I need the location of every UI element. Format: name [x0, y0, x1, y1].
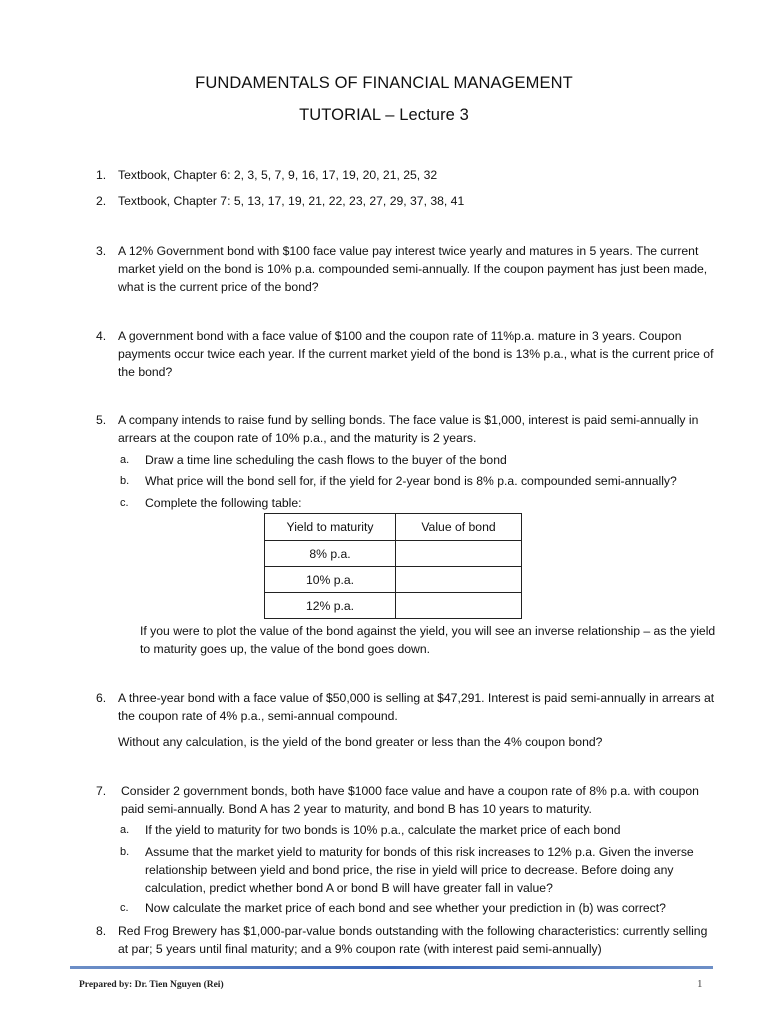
table-header-row: [265, 514, 522, 541]
question-number: 8.: [96, 924, 107, 938]
question-5-note: If you were to plot the value of the bond against the yield, you will see an inverse relationship – as the yield to maturity goes up, the value of the bond goes down.: [140, 624, 716, 656]
table-cell-empty: [396, 593, 522, 619]
subquestion-text: Now calculate the market price of each bond and see whether your prediction in (b) was correct?: [145, 901, 666, 915]
table-row: [265, 567, 522, 593]
footer-rule: [70, 966, 713, 969]
table-header: Yield to maturity: [265, 514, 396, 541]
table-cell: 8% p.a.: [265, 541, 396, 567]
page-number: 1: [697, 978, 703, 990]
subquestion-letter: b.: [120, 475, 130, 487]
question-text: Textbook, Chapter 7: 5, 13, 17, 19, 21, 22, 23, 27, 29, 37, 38, 41: [118, 194, 465, 208]
subquestion-text: Assume that the market yield to maturity for bonds of this risk increases to 12% p.a. Given the inverse relationship between yield and bond price, the rise in yield will price to decrease. Before doing any calculation, predict whether bond A or bond B will have greater fall in value?: [145, 845, 694, 895]
question-text: A company intends to raise fund by selling bonds. The face value is $1,000, interest is paid semi-annually in arrears at the coupon rate of 10% p.a., and the maturity is 2 years.: [118, 413, 699, 445]
table-header: Value of bond: [396, 514, 522, 541]
question-number: 5.: [96, 413, 107, 427]
document-subtitle: TUTORIAL – Lecture 3: [299, 106, 469, 124]
question-number: 2.: [96, 194, 107, 208]
document-title: FUNDAMENTALS OF FINANCIAL MANAGEMENT: [195, 74, 573, 92]
question-text: Consider 2 government bonds, both have $1000 face value and have a coupon rate of 8% p.a. with coupon paid semi-annually. Bond A has 2 year to maturity, and bond B has 10 years to maturity.: [121, 784, 699, 816]
question-text: Textbook, Chapter 6: 2, 3, 5, 7, 9, 16, 17, 19, 20, 21, 25, 32: [118, 168, 438, 182]
subquestion-letter: c.: [120, 497, 129, 509]
question-number: 3.: [96, 244, 107, 258]
table-cell-empty: [396, 541, 522, 567]
bond-value-table: [264, 513, 522, 619]
subquestion-letter: b.: [120, 846, 130, 858]
table-cell: 12% p.a.: [265, 593, 396, 619]
subquestion-text: What price will the bond sell for, if the yield for 2-year bond is 8% p.a. compounded semi-annually?: [145, 474, 677, 488]
subquestion-text: Complete the following table:: [145, 496, 302, 510]
question-text: A three-year bond with a face value of $50,000 is selling at $47,291. Interest is paid semi-annually in arrears at the coupon rate of 4% p.a., semi-annual compound.: [118, 691, 715, 723]
question-number: 4.: [96, 329, 107, 343]
question-text: Red Frog Brewery has $1,000-par-value bonds outstanding with the following characteristics: currently selling at par; 5 years until final maturity; and a 9% coupon rate (with interest paid semi-annually): [118, 924, 708, 956]
question-6-note: Without any calculation, is the yield of the bond greater or less than the 4% coupon bond?: [118, 735, 603, 749]
footer-prepared-by: Prepared by: Dr. Tien Nguyen (Rei): [79, 980, 224, 990]
question-text: A 12% Government bond with $100 face value pay interest twice yearly and matures in 5 years. The current market yield on the bond is 10% p.a. compounded semi-annually. If the coupon payment has just been made, what is the current price of the bond?: [118, 244, 708, 294]
subquestion-letter: a.: [120, 454, 130, 466]
table-row: [265, 541, 522, 567]
subquestion-text: If the yield to maturity for two bonds is 10% p.a., calculate the market price of each bond: [145, 823, 621, 837]
table-cell-empty: [396, 567, 522, 593]
question-number: 6.: [96, 691, 107, 705]
question-text: A government bond with a face value of $100 and the coupon rate of 11%p.a. mature in 3 years. Coupon payments occur twice each year. If the current market yield of the bond is 13% p.a., what is the current price of the bond?: [118, 329, 714, 379]
table-cell: 10% p.a.: [265, 567, 396, 593]
subquestion-letter: a.: [120, 824, 130, 836]
question-number: 7.: [96, 784, 107, 798]
subquestion-letter: c.: [120, 902, 129, 914]
question-number: 1.: [96, 168, 107, 182]
table-row: [265, 593, 522, 619]
subquestion-text: Draw a time line scheduling the cash flows to the buyer of the bond: [145, 453, 507, 467]
